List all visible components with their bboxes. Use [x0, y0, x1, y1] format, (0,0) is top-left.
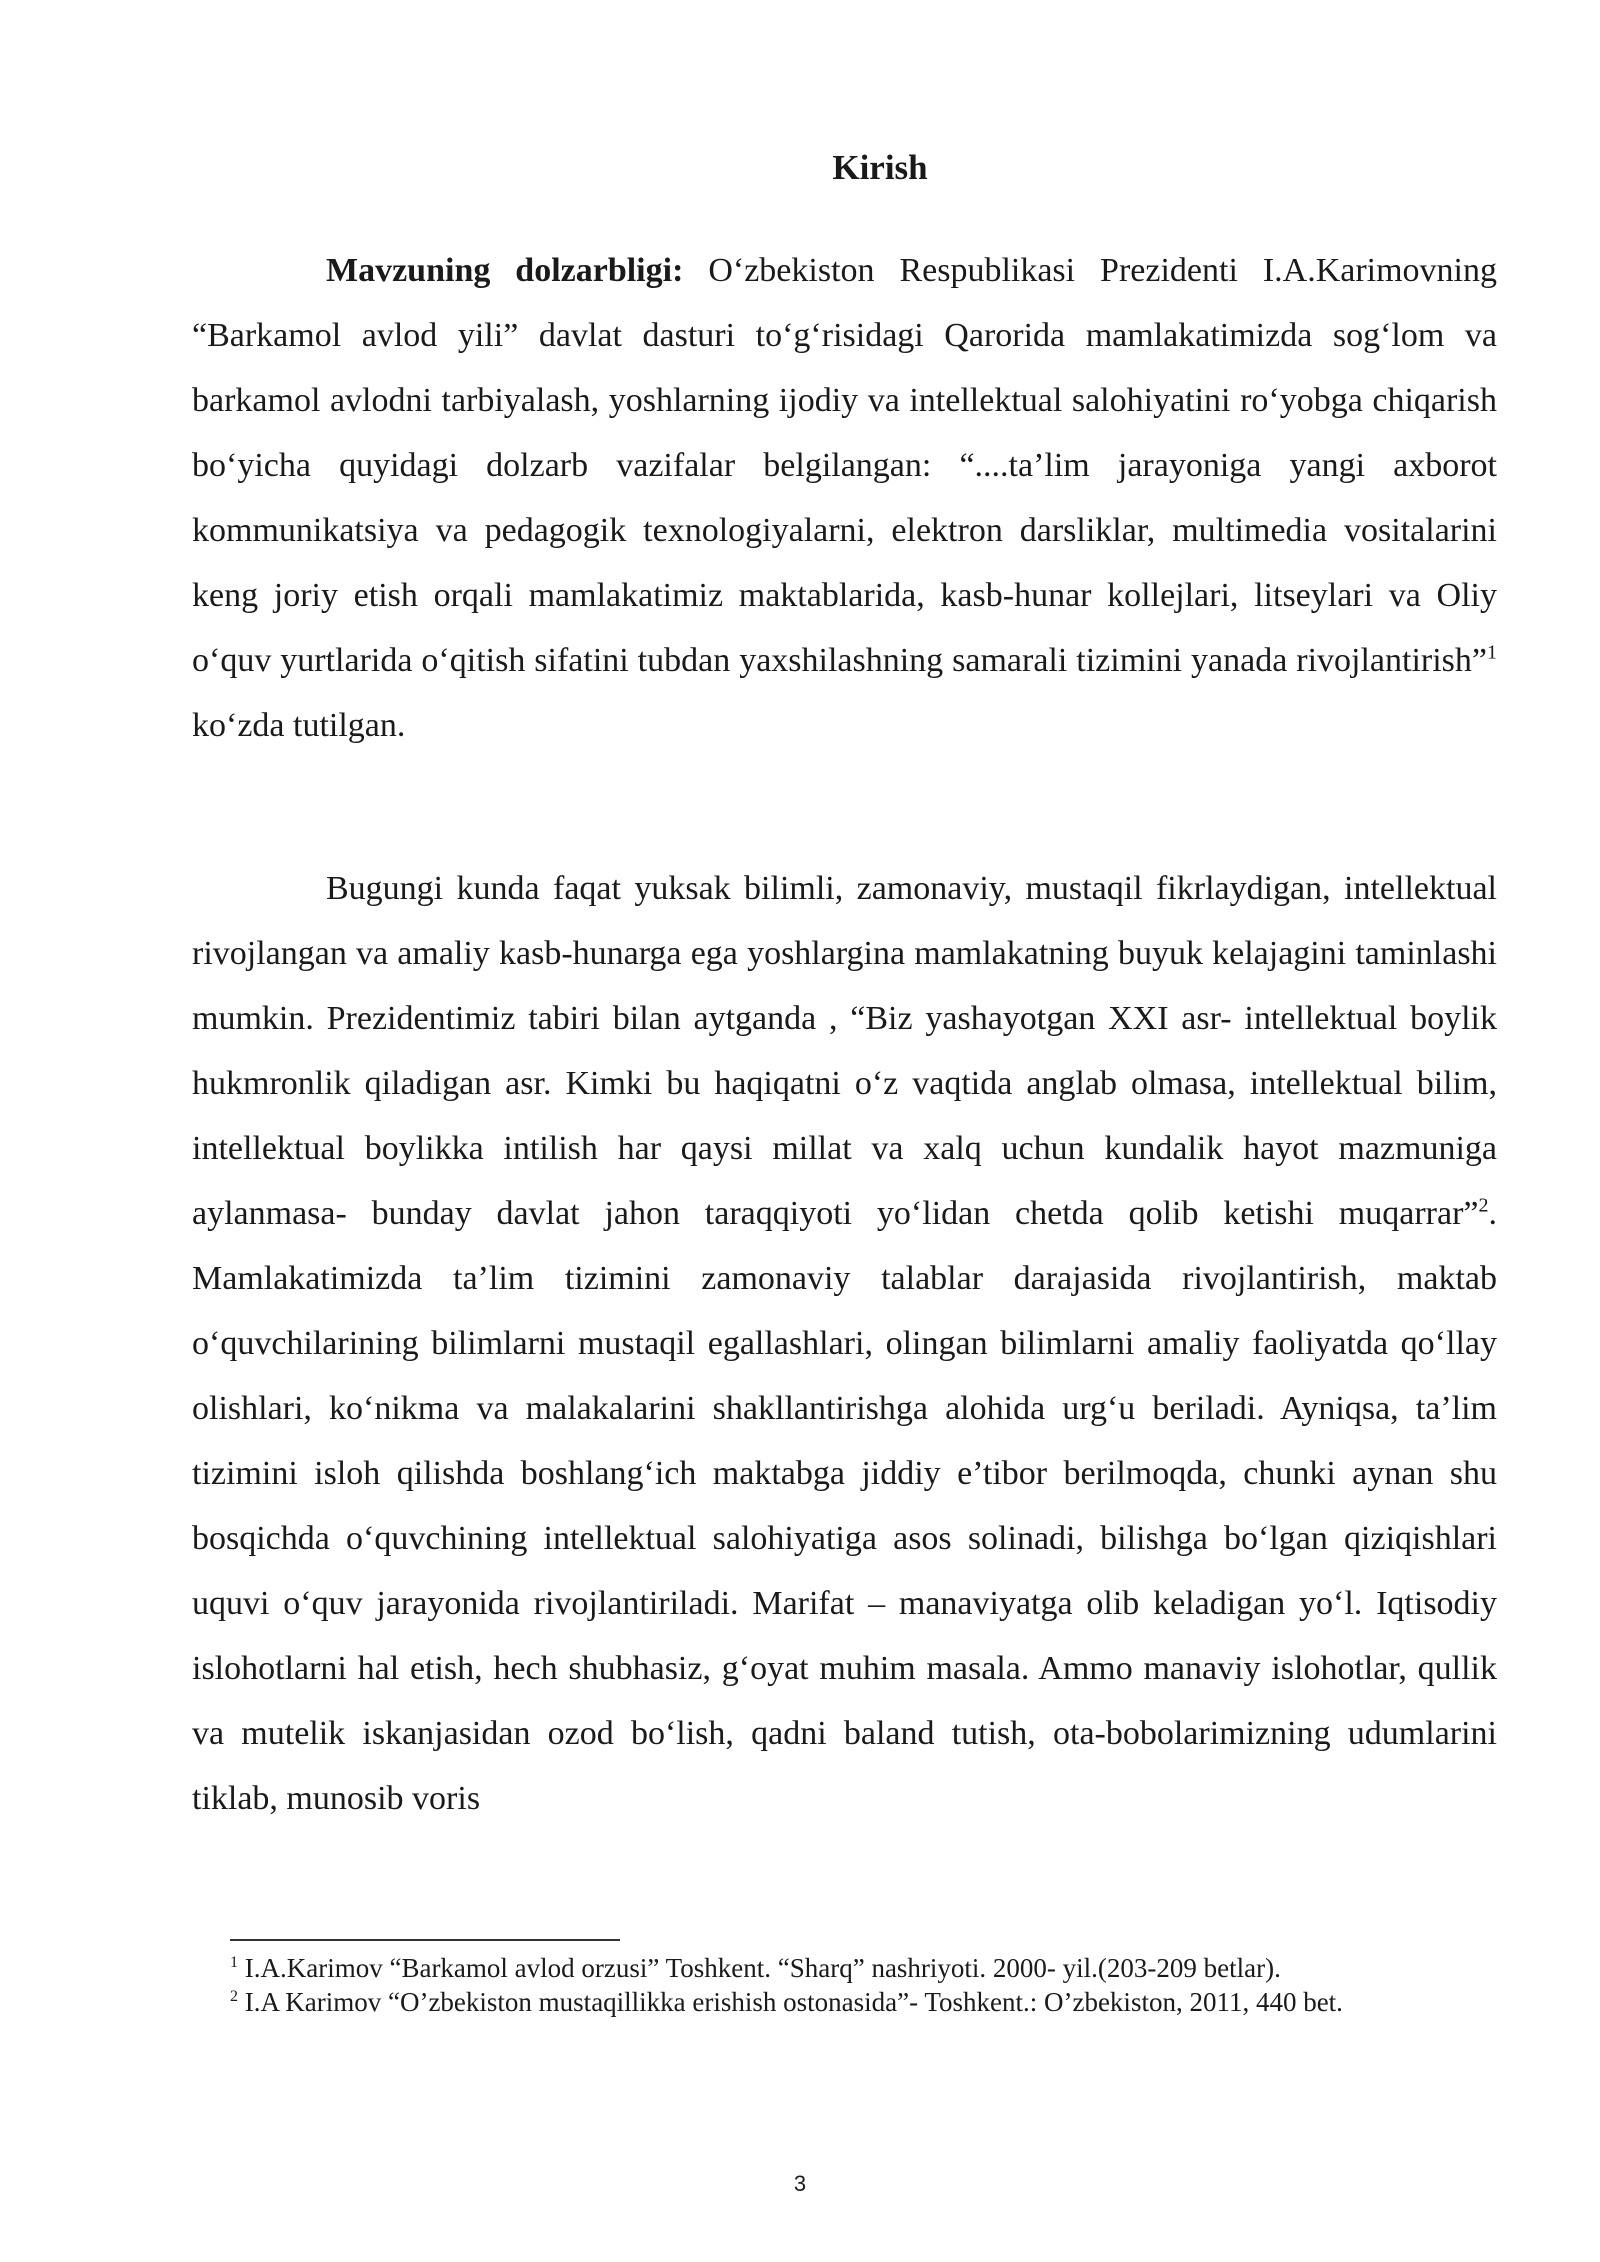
footnote-marker: 2: [230, 1988, 238, 2005]
footnotes: [230, 1952, 1490, 2020]
footnote-text: I.A.Karimov “Barkamol avlod orzusi” Toshkent. “Sharq” nashriyoti. 2000- yil.(203-209 betlar).: [238, 1953, 1281, 1983]
page-number: 3: [793, 2171, 807, 2196]
footnote-separator: [230, 1939, 620, 1941]
relevance-label: Mavzuning dolzarbligi:: [326, 252, 684, 289]
footnote-text: I.A Karimov “O’zbekiston mustaqillikka erishish ostonasida”- Toshkent.: O’zbekiston, 2011, 440 bet.: [238, 1987, 1343, 2017]
footnote-item: [230, 1952, 1490, 1984]
paragraph-tail: ko‘zda tutilgan.: [192, 707, 406, 744]
paragraph-relevance: [192, 238, 1497, 758]
footnote-reference[interactable]: 1: [1487, 641, 1497, 664]
footnote-marker: 1: [230, 1954, 238, 1971]
section-heading: Kirish: [832, 148, 928, 187]
paragraph-body: O‘zbekiston Respublikasi Prezidenti I.A.Karimovning “Barkamol avlod yili” davlat dasturi to‘g‘risidagi Qarorida mamlakatimizda sog‘lom va barkamol avlodni tarbiyalash, yoshlarning ijodiy va intellektual salohiyatini ro‘yobga chiqarish bo‘yicha quyidagi dolzarb vazifalar belgilangan: “....ta’lim jarayoniga yangi axborot kommunikatsiya va pedagogik texnologiyalarni, elektron darsliklar, multimedia vositalarini keng joriy etish orqali mamlakatimiz maktablarida, kasb-hunar kollejlari, litseylari va Oliy o‘quv yurtlarida o‘qitish sifatini tubdan yaxshilashning samarali tizimini yanada rivojlantirish”: [192, 252, 1497, 679]
paragraph-tail: . Mamlakatimizda ta’lim tizimini zamonaviy talablar darajasida rivojlantirish, maktab o‘quvchilarining bilimlarni mustaqil egallashlari, olingan bilimlarni amaliy faoliyatda qo‘llay olishlari, ko‘nikma va malakalarini shakllantirishga alohida urg‘u beriladi. Ayniqsa, ta’lim tizimini isloh qilishda boshlang‘ich maktabga jiddiy e’tibor berilmoqda, chunki aynan shu bosqichda o‘quvchining intellektual salohiyatiga asos solinadi, bilishga bo‘lgan qiziqishlari uquvi o‘quv jarayonida rivojlantiriladi. Marifat – manaviyatga olib keladigan yo‘l. Iqtisodiy islohotlarni hal etish, hech shubhasiz, g‘oyat muhim masala. Ammo manaviy islohotlar, qullik va mutelik iskanjasidan ozod bo‘lish, qadni baland tutish, ota-bobolarimizning udumlarini tiklab, munosib voris: [192, 1195, 1497, 1817]
paragraph-today: [192, 856, 1497, 1831]
footnote-item: [230, 1986, 1490, 2018]
paragraph-body: Bugungi kunda faqat yuksak bilimli, zamonaviy, mustaqil fikrlaydigan, intellektual rivojlangan va amaliy kasb-hunarga ega yoshlargina mamlakatning buyuk kelajagini taminlashi mumkin. Prezidentimiz tabiri bilan aytganda , “Biz yashayotgan XXI asr- intellektual boylik hukmronlik qiladigan asr. Kimki bu haqiqatni o‘z vaqtida anglab olmasa, intellektual bilim, intellektual boylikka intilish har qaysi millat va xalq uchun kundalik hayot mazmuniga aylanmasa- bunday davlat jahon taraqqiyoti yo‘lidan chetda qolib ketishi muqarrar”: [192, 870, 1497, 1232]
footnote-reference[interactable]: 2: [1478, 1194, 1489, 1217]
